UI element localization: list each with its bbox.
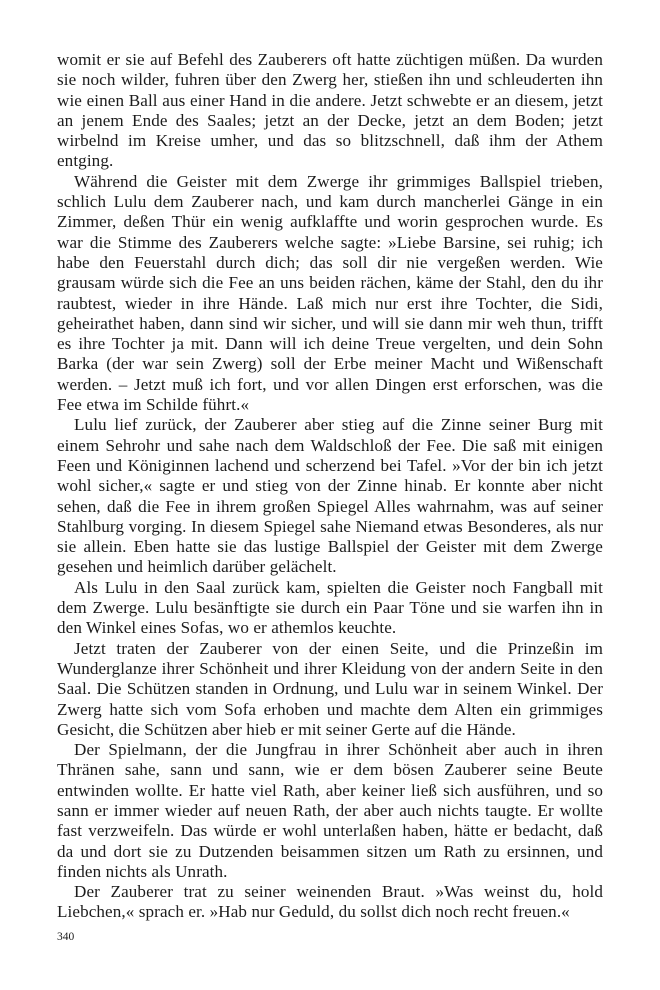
paragraph: Während die Geister mit dem Zwerge ihr grimmiges Ballspiel trieben, schlich Lulu dem Zauberer nach, und kam durch mancherlei Gänge in ein Zimmer, deßen Thür ein wenig aufklaffte und worin gesprochen wurde. Es war die Stimme des Zauberers welche sagte: »Liebe Barsine, sei ruhig; ich habe den Feuerstahl durch dich; das soll dir nie vergeßen werden. Wie grausam würde sich die Fee an uns beiden rächen, käme der Stahl, den du ihr raubtest, wieder in ihre Hände. Laß mich nur erst ihre Tochter, die Sidi, geheirathet haben, dann sind wir sicher, und will sie dann mir weh thun, trifft es ihre Tochter ja mit. Dann will ich deine Treue vergelten, und dein Sohn Barka (der war sein Zwerg) soll der Erbe meiner Macht und Wißenschaft werden. – Jetzt muß ich fort, und vor allen Dingen erst erforschen, was die Fee etwa im Schilde führt.« (57, 171, 603, 415)
paragraph: Der Zauberer trat zu seiner weinenden Braut. »Was weinst du, hold Liebchen,« sprach er. »Hab nur Geduld, du sollst dich noch recht freuen.« (57, 882, 603, 922)
paragraph: Als Lulu in den Saal zurück kam, spielten die Geister noch Fangball mit dem Zwerge. Lulu besänftigte sie durch ein Paar Töne und sie warfen ihn in den Winkel eines Sofas, wo er athemlos keuchte. (57, 577, 603, 638)
paragraph: Der Spielmann, der die Jungfrau in ihrer Schönheit aber auch in ihren Thränen sahe, sann und sann, wie er dem bösen Zauberer seine Beute entwinden wollte. Er hatte viel Rath, aber keiner ließ sich ausführen, und so sann er immer wieder auf neuen Rath, der aber auch nichts taugte. Er wollte fast verzweifeln. Das würde er wohl unterlaßen haben, hätte er bedacht, daß da und dort sie zu Dutzenden beisammen sitzen um Rath zu ersinnen, und finden nichts als Unrath. (57, 740, 603, 881)
page-number: 340 (57, 931, 75, 943)
paragraph: Jetzt traten der Zauberer von der einen Seite, und die Prinzeßin im Wunderglanze ihrer Schönheit und ihrer Kleidung von der andern Seite in den Saal. Die Schützen standen in Ordnung, und Lulu war in seinem Winkel. Der Zwerg hatte sich vom Sofa erhoben und machte dem Alten ein grimmiges Gesicht, die Schützen aber hieb er mit seiner Gerte auf die Hände. (57, 638, 603, 739)
paragraph: womit er sie auf Befehl des Zauberers oft hatte züchtigen müßen. Da wurden sie noch wilder, fuhren über den Zwerg her, stießen ihn und schleuderten ihn wie einen Ball aus einer Hand in die andere. Jetzt schwebte er an diesem, jetzt an jenem Ende des Saales; jetzt an der Decke, jetzt an dem Boden; jetzt wirbelnd im Kreise umher, und das so blitzschnell, daß ihm der Athem entging. (57, 50, 603, 171)
paragraph: Lulu lief zurück, der Zauberer aber stieg auf die Zinne seiner Burg mit einem Sehrohr und sahe nach dem Waldschloß der Fee. Die saß mit einigen Feen und Königinnen lachend und scherzend bei Tafel. »Vor der bin ich jetzt wohl sicher,« sagte er und stieg von der Zinne hinab. Er konnte aber nicht sehen, daß die Fee in ihrem großen Spiegel Alles wahrnahm, was auf seiner Stahlburg vorging. In diesem Spiegel sahe Niemand etwas Besonderes, als nur sie allein. Eben hatte sie das lustige Ballspiel der Geister mit dem Zwerge gesehen und heimlich darüber gelächelt. (57, 415, 603, 577)
page-text (57, 50, 603, 923)
